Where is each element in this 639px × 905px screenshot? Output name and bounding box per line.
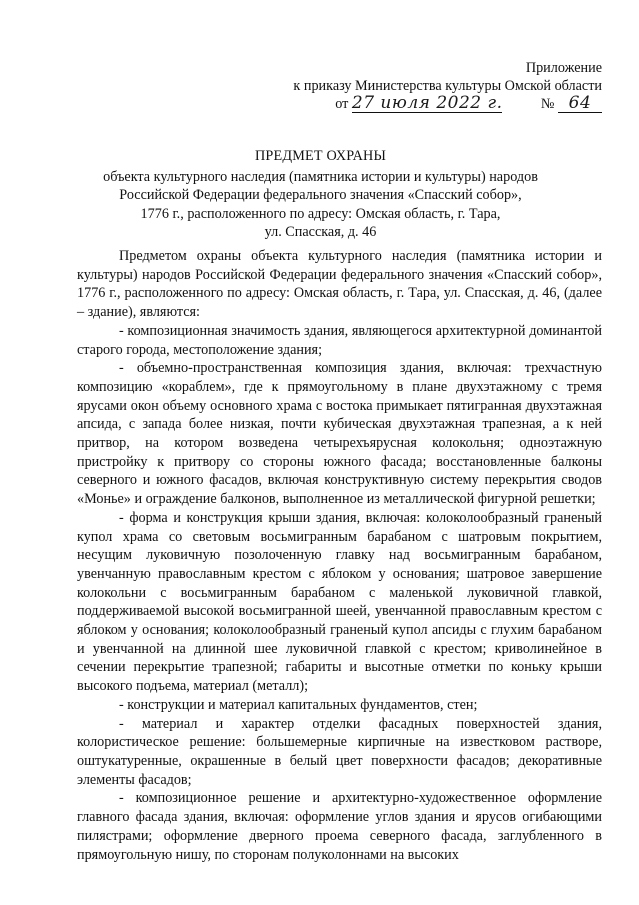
date-field <box>352 95 502 113</box>
list-item: - материал и характер отделки фасадных поверхностей здания, колористическое решение: большемерные кирпичные на известковом растворе, оштукатуренные, окрашенные в белый цвет поверхности фасадов; декоративные элементы фасадов; <box>77 715 602 788</box>
document-body <box>77 247 602 864</box>
list-item: - форма и конструкция крыши здания, включая: колоколообразный граненый купол храма со световым восьмигранным барабаном с шатровым покрытием, несущим луковичную позолоченную главку над восьмигранным барабаном, увенчанную православным крестом с яблоком у основания; шатровое завершение колокольни с восьмигранным барабаном с маленькой луковичной главкой, поддерживаемой высокой восьмигранной шеей, увенчанной православным крестом с яблоком у основания; колоколообразный граненый купол апсиды с глухим барабаном и увенчанной на длинной шее луковичной главкой с крестом; криволинейное в сечении перекрытие трапезной; габариты и высотные отметки по коньку крыши высокого подъема, материал (металл); <box>77 509 602 695</box>
heading-line: объекта культурного наследия (памятника истории и культуры) народов <box>103 168 538 185</box>
number-prefix: № <box>540 96 555 112</box>
document-heading <box>40 147 601 242</box>
intro-paragraph: Предметом охраны объекта культурного наследия (памятника истории и культуры) народов Российской Федерации федерального значения «Спасский собор», 1776 г., расположенного по адресу: Омская область, г. Тара, ул. Спасская, д. 46, (далее – здание), являются: <box>77 248 602 321</box>
list-item: - композиционное решение и архитектурно-художественное оформление главного фасада здания, включая: оформление углов здания и ярусов огибающими пилястрами; оформление дверного проема северного фасада, заглубленного в прямоугольную нишу, по сторонам полуколоннами на высоких <box>77 790 602 863</box>
heading-line: 1776 г., расположенного по адресу: Омская область, г. Тара, <box>140 205 501 222</box>
heading-line: ул. Спасская, д. 46 <box>264 224 377 240</box>
order-date-number-line <box>293 95 602 113</box>
date-prefix: от <box>335 96 349 112</box>
handwritten-number: 64 <box>568 93 592 113</box>
list-item: - конструкции и материал капитальных фундаментов, стен; <box>119 696 478 713</box>
appendix-title: Приложение <box>525 60 602 76</box>
heading-line: Российской Федерации федерального значения «Спасский собор», <box>119 187 522 203</box>
appendix-order-reference: к приказу Министерства культуры Омской области <box>293 78 602 94</box>
handwritten-date: 27 июля 2022 г. <box>351 93 503 113</box>
list-item: - композиционная значимость здания, являющегося архитектурной доминантой старого города, местоположение здания; <box>77 322 602 358</box>
appendix-header <box>293 59 602 113</box>
number-field <box>558 95 602 113</box>
document-title: ПРЕДМЕТ ОХРАНЫ <box>254 148 387 164</box>
list-item: - объемно-пространственная композиция здания, включая: трехчастную композицию «кораблем», где к прямоугольному в плане двухэтажному с тремя ярусами окон объему основного храма с востока примыкает пятигранная двухэтажная апсида, с запада более низкая, почти кубическая двухэтажная трапезная, а к ней притвор, на котором возведена четырехъярусная колокольня; одноэтажную пристройку к притвору со стороны южного фасада; восстановленные балконы северного и южного фасадов, включая конструктивную систему перекрытия сводов «Монье» и ограждение балконов, выполненное из металлической фигурной решетки; <box>77 360 602 508</box>
